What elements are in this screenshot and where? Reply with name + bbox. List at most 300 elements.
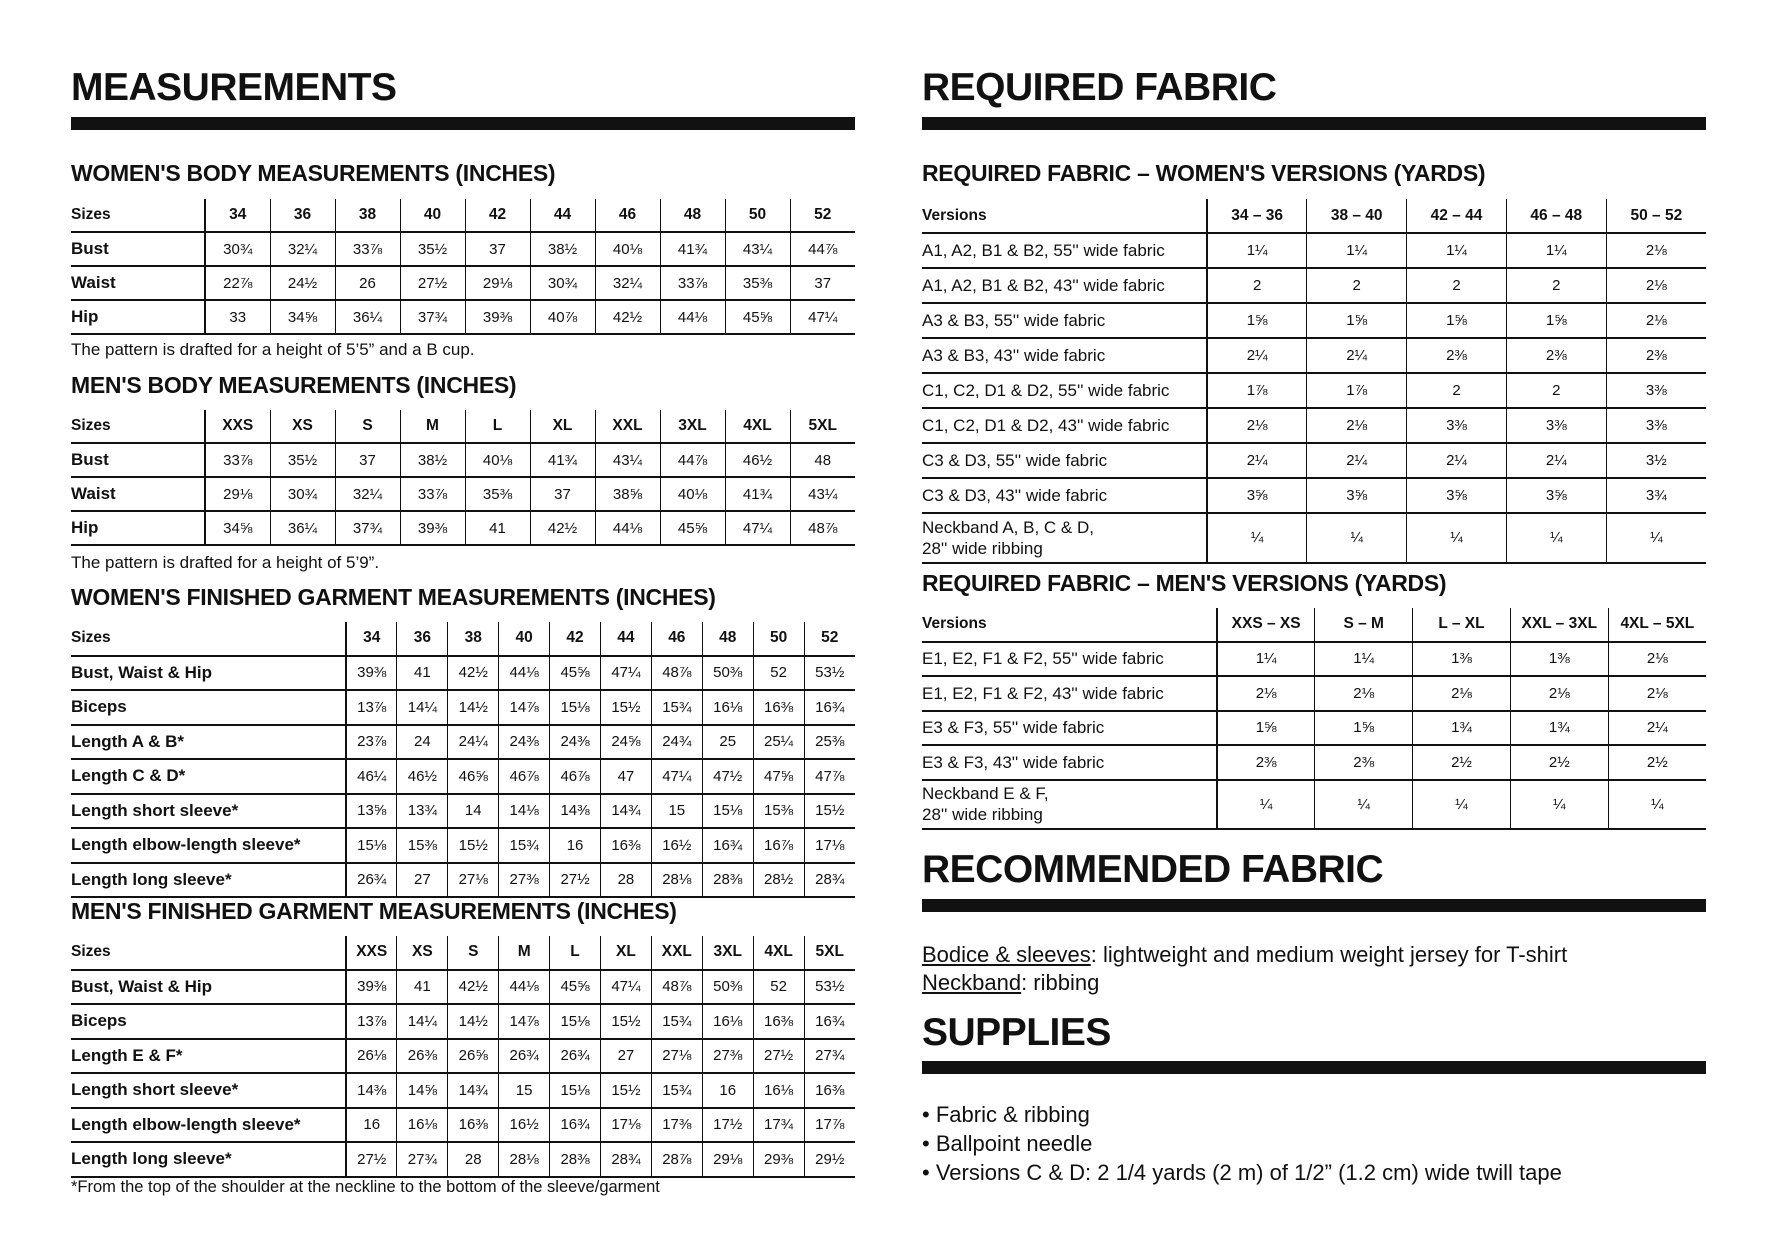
neckband-text: : ribbing <box>1021 970 1100 995</box>
footnote: *From the top of the shoulder at the neckline to the bottom of the sleeve/garment <box>71 1178 660 1196</box>
table-cell: 1¼ <box>1506 233 1606 268</box>
row-label: A3 & B3, 55'' wide fabric <box>922 303 1207 338</box>
table-cell: 15¾ <box>499 828 550 863</box>
row-label: Bust <box>71 232 205 266</box>
women-body-title: WOMEN'S BODY MEASUREMENTS (INCHES) <box>71 160 556 186</box>
table-cell: 1¾ <box>1510 711 1608 746</box>
table-cell: 47 <box>600 759 651 794</box>
table-cell: 44⅞ <box>790 232 855 266</box>
table-cell: 14 <box>448 794 499 829</box>
table-cell: 15½ <box>600 1004 651 1039</box>
table-cell: 1¼ <box>1217 642 1315 677</box>
table-cell: 2⅜ <box>1217 745 1315 780</box>
recommended-bodice <box>922 940 1567 969</box>
table-row <box>71 656 855 691</box>
header-label: Sizes <box>71 410 205 443</box>
row-label: A1, A2, B1 & B2, 55'' wide fabric <box>922 233 1207 268</box>
column-header: 36 <box>397 622 448 656</box>
table-cell: ¼ <box>1606 513 1706 563</box>
table-cell: 3¾ <box>1606 478 1706 513</box>
column-header: 38 – 40 <box>1307 199 1407 233</box>
table-cell: ¼ <box>1506 513 1606 563</box>
table-cell: 3⅜ <box>1606 373 1706 408</box>
table-cell: 48⅞ <box>790 511 855 545</box>
table-cell: 2⅛ <box>1608 676 1706 711</box>
table-cell: 37 <box>465 232 530 266</box>
row-label: Waist <box>71 477 205 511</box>
table-cell: 43¼ <box>595 443 660 477</box>
row-label: Length long sleeve* <box>71 1142 346 1177</box>
table-cell: 28⅞ <box>651 1142 702 1177</box>
table-cell: 24⅜ <box>499 725 550 760</box>
table-cell: 50⅜ <box>702 970 753 1005</box>
table-cell: 17½ <box>702 1108 753 1143</box>
table-cell: 33⅞ <box>335 232 400 266</box>
table-cell: 42½ <box>530 511 595 545</box>
table-cell: 26⅛ <box>346 1039 397 1074</box>
table-cell: 28 <box>600 863 651 898</box>
table-cell: 16½ <box>651 828 702 863</box>
table-cell: 16 <box>550 828 601 863</box>
row-label: Length elbow-length sleeve* <box>71 828 346 863</box>
table-cell: ¼ <box>1315 780 1413 829</box>
table-cell: 39⅜ <box>465 300 530 334</box>
column-header: 46 <box>595 199 660 232</box>
table-cell: 17⅛ <box>600 1108 651 1143</box>
table-cell: 1⅝ <box>1307 303 1407 338</box>
supply-item: • Versions C & D: 2 1/4 yards (2 m) of 1/2” (1.2 cm) wide twill tape <box>922 1158 1562 1187</box>
table-cell: ¼ <box>1413 780 1511 829</box>
row-label: E3 & F3, 43'' wide fabric <box>922 745 1217 780</box>
bodice-text: : lightweight and medium weight jersey for T-shirt <box>1090 942 1568 967</box>
table-row <box>71 794 855 829</box>
table-cell: 2⅛ <box>1606 268 1706 303</box>
column-header: 4XL – 5XL <box>1608 608 1706 642</box>
table-cell: 1⅝ <box>1207 303 1307 338</box>
table-cell: 2½ <box>1608 745 1706 780</box>
table-cell: 16⅜ <box>448 1108 499 1143</box>
table-cell: 53½ <box>804 656 855 691</box>
table-cell: 1¼ <box>1207 233 1307 268</box>
table-cell: 3⅝ <box>1207 478 1307 513</box>
row-label: Length C & D* <box>71 759 346 794</box>
table-row <box>922 513 1706 563</box>
table-cell: 35½ <box>270 443 335 477</box>
table-row <box>922 233 1706 268</box>
table-row <box>922 711 1706 746</box>
table-cell: 27½ <box>753 1039 804 1074</box>
table-cell: 14⅜ <box>346 1073 397 1108</box>
table-cell: 16⅛ <box>702 690 753 725</box>
table-cell: 38½ <box>530 232 595 266</box>
table-cell: 2¼ <box>1506 443 1606 478</box>
table-row <box>71 970 855 1005</box>
column-header: XXS <box>205 410 270 443</box>
table-cell: 27⅜ <box>499 863 550 898</box>
table-row <box>71 828 855 863</box>
table-cell: 13⅝ <box>346 794 397 829</box>
table-header-row <box>71 622 855 656</box>
men-body-table <box>71 410 855 546</box>
table-cell: 16⅜ <box>753 690 804 725</box>
table-cell: 14½ <box>448 690 499 725</box>
table-cell: 45⅝ <box>550 656 601 691</box>
women-body-table <box>71 199 855 335</box>
table-cell: 15 <box>651 794 702 829</box>
row-label: Biceps <box>71 1004 346 1039</box>
column-header: M <box>499 936 550 970</box>
table-cell: 2⅛ <box>1217 676 1315 711</box>
table-row <box>922 478 1706 513</box>
table-cell: 28¾ <box>600 1142 651 1177</box>
table-row <box>71 725 855 760</box>
table-cell: 27⅜ <box>702 1039 753 1074</box>
supply-item: • Fabric & ribbing <box>922 1100 1562 1129</box>
column-header: S – M <box>1315 608 1413 642</box>
column-header: 50 <box>725 199 790 232</box>
column-header: 50 <box>753 622 804 656</box>
row-label: C1, C2, D1 & D2, 43'' wide fabric <box>922 408 1207 443</box>
supplies-list <box>922 1100 1562 1187</box>
table-cell: 36¼ <box>335 300 400 334</box>
row-label: Bust <box>71 443 205 477</box>
table-cell: 3⅜ <box>1407 408 1507 443</box>
table-cell: 29⅛ <box>205 477 270 511</box>
table-row <box>71 266 855 300</box>
table-cell: 15⅛ <box>550 690 601 725</box>
table-cell: 2 <box>1506 268 1606 303</box>
row-label: E1, E2, F1 & F2, 43'' wide fabric <box>922 676 1217 711</box>
table-cell: 2⅛ <box>1608 642 1706 677</box>
men-fabric-table <box>922 608 1706 830</box>
table-cell: 29⅜ <box>753 1142 804 1177</box>
table-cell: 2⅛ <box>1207 408 1307 443</box>
table-cell: 14⅞ <box>499 690 550 725</box>
table-cell: 14½ <box>448 1004 499 1039</box>
table-cell: 17⅛ <box>804 828 855 863</box>
table-cell: 15½ <box>448 828 499 863</box>
table-cell: 2⅛ <box>1606 233 1706 268</box>
table-cell: 47¼ <box>600 656 651 691</box>
women-finished-title: WOMEN'S FINISHED GARMENT MEASUREMENTS (INCHES) <box>71 584 716 610</box>
table-cell: 30¾ <box>205 232 270 266</box>
table-cell: 27½ <box>346 1142 397 1177</box>
row-label: C1, C2, D1 & D2, 55'' wide fabric <box>922 373 1207 408</box>
column-header: XL <box>600 936 651 970</box>
column-header: 38 <box>448 622 499 656</box>
column-header: XS <box>270 410 335 443</box>
table-cell: 3⅝ <box>1407 478 1507 513</box>
table-row <box>71 443 855 477</box>
column-header: 48 <box>660 199 725 232</box>
table-row <box>922 443 1706 478</box>
table-cell: 46⅞ <box>550 759 601 794</box>
table-cell: 13⅞ <box>346 1004 397 1039</box>
table-cell: 34⅝ <box>270 300 335 334</box>
table-cell: 2⅜ <box>1506 338 1606 373</box>
table-row <box>71 759 855 794</box>
table-cell: ¼ <box>1608 780 1706 829</box>
required-fabric-title: REQUIRED FABRIC <box>922 66 1277 109</box>
row-label: A1, A2, B1 & B2, 43'' wide fabric <box>922 268 1207 303</box>
row-label: Neckband E & F, 28'' wide ribbing <box>922 780 1217 829</box>
table-cell: 34⅝ <box>205 511 270 545</box>
table-row <box>922 303 1706 338</box>
table-cell: 2⅛ <box>1413 676 1511 711</box>
column-header: XS <box>397 936 448 970</box>
table-cell: 25¼ <box>753 725 804 760</box>
table-row <box>71 1073 855 1108</box>
table-cell: 2⅛ <box>1315 676 1413 711</box>
header-label: Versions <box>922 608 1217 642</box>
table-cell: 28⅛ <box>499 1142 550 1177</box>
table-cell: 29½ <box>804 1142 855 1177</box>
table-row <box>922 338 1706 373</box>
column-header: 34 <box>205 199 270 232</box>
table-cell: ¼ <box>1207 513 1307 563</box>
women-finished-table <box>71 622 855 898</box>
table-cell: 35⅜ <box>465 477 530 511</box>
table-row <box>71 511 855 545</box>
table-cell: 16⅛ <box>702 1004 753 1039</box>
column-header: 40 <box>499 622 550 656</box>
table-cell: 40⅛ <box>465 443 530 477</box>
table-cell: 27½ <box>400 266 465 300</box>
title-rule <box>71 117 855 130</box>
table-cell: 27⅛ <box>448 863 499 898</box>
table-cell: 3⅜ <box>1506 408 1606 443</box>
table-cell: 15⅜ <box>397 828 448 863</box>
table-cell: 16½ <box>499 1108 550 1143</box>
table-cell: 44⅛ <box>499 656 550 691</box>
table-cell: 23⅞ <box>346 725 397 760</box>
table-cell: 42½ <box>595 300 660 334</box>
table-cell: 32¼ <box>335 477 400 511</box>
column-header: 36 <box>270 199 335 232</box>
table-row <box>922 780 1706 829</box>
column-header: XXL <box>595 410 660 443</box>
table-cell: 15⅛ <box>550 1004 601 1039</box>
title-rule <box>922 117 1706 130</box>
column-header: L – XL <box>1413 608 1511 642</box>
table-cell: 39⅜ <box>400 511 465 545</box>
table-cell: 45⅝ <box>660 511 725 545</box>
table-cell: 2⅜ <box>1315 745 1413 780</box>
table-cell: 15⅛ <box>702 794 753 829</box>
column-header: 44 <box>530 199 595 232</box>
table-row <box>71 863 855 898</box>
table-cell: 37 <box>530 477 595 511</box>
table-cell: 29⅛ <box>465 266 530 300</box>
table-cell: 25⅜ <box>804 725 855 760</box>
table-cell: 28⅛ <box>651 863 702 898</box>
table-cell: 47⅝ <box>753 759 804 794</box>
table-cell: 40⅞ <box>530 300 595 334</box>
table-cell: 36¼ <box>270 511 335 545</box>
table-cell: 53½ <box>804 970 855 1005</box>
table-cell: 13¾ <box>397 794 448 829</box>
table-cell: 1⅝ <box>1506 303 1606 338</box>
column-header: 46 <box>651 622 702 656</box>
table-cell: 43¼ <box>725 232 790 266</box>
table-cell: ¼ <box>1217 780 1315 829</box>
table-cell: 1⅝ <box>1217 711 1315 746</box>
bodice-label: Bodice & sleeves <box>922 942 1091 967</box>
table-cell: 17¾ <box>753 1108 804 1143</box>
table-cell: 16¾ <box>804 1004 855 1039</box>
row-label: Length E & F* <box>71 1039 346 1074</box>
column-header: XL <box>530 410 595 443</box>
table-cell: 28⅜ <box>702 863 753 898</box>
table-cell: 33⅞ <box>660 266 725 300</box>
table-cell: 2 <box>1407 268 1507 303</box>
table-cell: 2⅜ <box>1606 338 1706 373</box>
row-label: Hip <box>71 300 205 334</box>
table-cell: 27¾ <box>804 1039 855 1074</box>
table-cell: 1¼ <box>1407 233 1507 268</box>
women-fabric-title: REQUIRED FABRIC – WOMEN'S VERSIONS (YARDS) <box>922 160 1486 186</box>
column-header: 40 <box>400 199 465 232</box>
table-cell: 48⅞ <box>651 656 702 691</box>
table-cell: 14⅝ <box>397 1073 448 1108</box>
table-cell: 26¾ <box>499 1039 550 1074</box>
column-header: 46 – 48 <box>1506 199 1606 233</box>
table-cell: 14⅜ <box>550 794 601 829</box>
measurements-title: MEASUREMENTS <box>71 66 397 109</box>
table-cell: 26⅜ <box>397 1039 448 1074</box>
table-cell: 1⅝ <box>1407 303 1507 338</box>
table-cell: 16¾ <box>702 828 753 863</box>
table-cell: 46⅝ <box>448 759 499 794</box>
table-cell: 44⅛ <box>499 970 550 1005</box>
column-header: 42 <box>550 622 601 656</box>
table-cell: 3⅝ <box>1506 478 1606 513</box>
table-cell: 32¼ <box>595 266 660 300</box>
table-cell: 2¼ <box>1207 443 1307 478</box>
table-row <box>922 642 1706 677</box>
table-row <box>71 232 855 266</box>
column-header: L <box>465 410 530 443</box>
table-cell: 16⅜ <box>600 828 651 863</box>
header-label: Versions <box>922 199 1207 233</box>
table-cell: 2¼ <box>1207 338 1307 373</box>
supply-item: • Ballpoint needle <box>922 1129 1562 1158</box>
table-row <box>71 690 855 725</box>
row-label: Length A & B* <box>71 725 346 760</box>
table-cell: 16¾ <box>804 690 855 725</box>
table-cell: 14¼ <box>397 1004 448 1039</box>
table-cell: 47¼ <box>790 300 855 334</box>
table-cell: 28½ <box>753 863 804 898</box>
table-cell: 45⅝ <box>725 300 790 334</box>
column-header: S <box>335 410 400 443</box>
row-label: Hip <box>71 511 205 545</box>
row-label: Biceps <box>71 690 346 725</box>
table-cell: 15⅛ <box>550 1073 601 1108</box>
table-cell: 13⅞ <box>346 690 397 725</box>
table-cell: 35⅜ <box>725 266 790 300</box>
table-cell: 16⅞ <box>753 828 804 863</box>
table-cell: 22⅞ <box>205 266 270 300</box>
table-cell: 41¾ <box>530 443 595 477</box>
table-cell: 15½ <box>804 794 855 829</box>
table-row <box>922 676 1706 711</box>
row-label: C3 & D3, 43'' wide fabric <box>922 478 1207 513</box>
table-cell: 2½ <box>1510 745 1608 780</box>
column-header: 4XL <box>753 936 804 970</box>
table-cell: 16⅛ <box>397 1108 448 1143</box>
table-cell: 24¼ <box>448 725 499 760</box>
table-cell: 37 <box>790 266 855 300</box>
table-cell: 15⅜ <box>753 794 804 829</box>
table-cell: 33⅞ <box>400 477 465 511</box>
table-cell: 1⅜ <box>1413 642 1511 677</box>
table-cell: 1¾ <box>1413 711 1511 746</box>
table-cell: 43¼ <box>790 477 855 511</box>
table-cell: 39⅜ <box>346 970 397 1005</box>
men-fabric-title: REQUIRED FABRIC – MEN'S VERSIONS (YARDS) <box>922 570 1447 596</box>
table-cell: 15½ <box>600 1073 651 1108</box>
table-cell: 25 <box>702 725 753 760</box>
table-header-row <box>71 199 855 232</box>
table-cell: 30¾ <box>270 477 335 511</box>
table-cell: 2½ <box>1413 745 1511 780</box>
table-row <box>71 1039 855 1074</box>
men-body-note: The pattern is drafted for a height of 5’9”. <box>71 553 380 572</box>
column-header: M <box>400 410 465 443</box>
table-cell: 40⅛ <box>595 232 660 266</box>
table-cell: 2¼ <box>1307 443 1407 478</box>
table-cell: 1⅞ <box>1207 373 1307 408</box>
table-cell: 14¼ <box>397 690 448 725</box>
table-cell: 38⅝ <box>595 477 660 511</box>
column-header: 5XL <box>804 936 855 970</box>
table-cell: 41 <box>465 511 530 545</box>
table-cell: 1¼ <box>1315 642 1413 677</box>
table-cell: 26 <box>335 266 400 300</box>
table-cell: 27¾ <box>397 1142 448 1177</box>
column-header: 3XL <box>702 936 753 970</box>
header-label: Sizes <box>71 936 346 970</box>
table-cell: 50⅜ <box>702 656 753 691</box>
table-row <box>71 1004 855 1039</box>
table-row <box>922 268 1706 303</box>
column-header: XXL <box>651 936 702 970</box>
column-header: L <box>550 936 601 970</box>
women-body-note: The pattern is drafted for a height of 5’5” and a B cup. <box>71 340 475 359</box>
table-cell: 15⅛ <box>346 828 397 863</box>
table-cell: 2¼ <box>1407 443 1507 478</box>
table-cell: 3⅝ <box>1307 478 1407 513</box>
table-cell: 42½ <box>448 656 499 691</box>
table-cell: 15 <box>499 1073 550 1108</box>
table-cell: 37¾ <box>335 511 400 545</box>
table-cell: 24½ <box>270 266 335 300</box>
table-cell: 33 <box>205 300 270 334</box>
supplies-title: SUPPLIES <box>922 1011 1111 1054</box>
table-cell: 47½ <box>702 759 753 794</box>
table-cell: 48 <box>790 443 855 477</box>
table-cell: 41 <box>397 656 448 691</box>
table-header-row <box>922 608 1706 642</box>
table-cell: 37¾ <box>400 300 465 334</box>
table-cell: 1⅝ <box>1315 711 1413 746</box>
table-cell: 46½ <box>725 443 790 477</box>
column-header: 44 <box>600 622 651 656</box>
table-cell: 28¾ <box>804 863 855 898</box>
table-cell: 2¼ <box>1307 338 1407 373</box>
table-cell: 14¾ <box>448 1073 499 1108</box>
